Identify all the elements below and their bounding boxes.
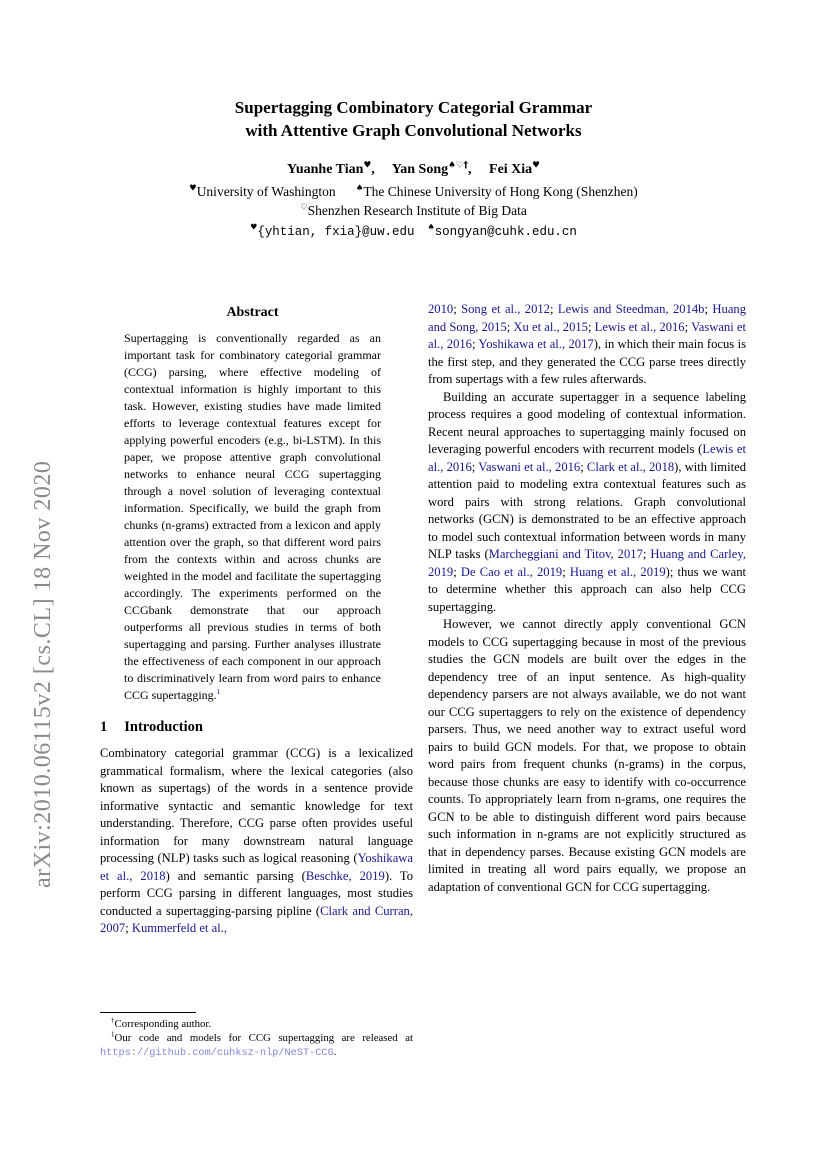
citation-link[interactable]: Kummerfeld et al., xyxy=(131,921,227,935)
text-run xyxy=(414,223,427,238)
text-run: † xyxy=(111,1016,115,1025)
text-run: Shenzhen Research Institute of Big Data xyxy=(307,203,527,218)
citation-link[interactable]: Huang and Carley, 2019 xyxy=(428,547,746,579)
affiliation-marker-icon: ♠ xyxy=(427,222,435,232)
affiliation-marker-icon: ♠♡† xyxy=(448,160,469,171)
paper-title xyxy=(0,96,827,142)
text-run: ; xyxy=(704,302,713,316)
citation-link[interactable]: Marcheggiani and Titov, 2017 xyxy=(488,547,643,561)
text-run: Supertagging is conventionally regarded as an important task for combinatory categorial grammar (CCG) parsing, where effective modeling of contextual information is highly important to this task. However, existing studies have made limited efforts to leverage contextual features except for applying powerful encoders (e.g., bi-LSTM). In this paper, we propose attentive graph convolutional networks to enhance neural CCG supertagging through a novel solution of leveraging contextual information. Specifically, we build the graph from chunks (n-grams) extracted from a lexicon and apply attention over the graph, so that different word pairs from the contexts within and across chunks are weighted in the model and facilitate the supertagging accordingly. The experiments performed on the CCGbank demonstrate that our approach outperforms all previous studies in terms of both supertagging and parsing. Further analyses illustrate the effectiveness of each component in our approach to discriminatively learn from word pairs to enhance CCG supertagging. xyxy=(124,331,381,702)
citation-link[interactable]: De Cao et al., 2019 xyxy=(460,564,563,579)
text-run: ; xyxy=(562,564,570,579)
abstract-heading: Abstract xyxy=(226,305,279,320)
emails-line xyxy=(0,223,827,239)
text-run: ) and semantic parsing ( xyxy=(165,868,306,883)
text-run: ; xyxy=(125,921,132,935)
text-run: ; xyxy=(580,459,587,474)
text-run: ; xyxy=(453,564,461,579)
affiliation-marker-icon: ♠ xyxy=(355,182,364,193)
citation-link[interactable]: Vaswani et al., 2016 xyxy=(478,459,581,474)
affiliation-line-2 xyxy=(0,203,827,219)
body-paragraph xyxy=(428,301,746,389)
left-column xyxy=(100,300,413,938)
authors-line xyxy=(0,162,827,178)
text-run: ; xyxy=(453,302,462,316)
text-run: ), with limited attention paid to modeling extra contextual features such as word pairs with strong relations. Graph convolutional networks (GCN) is demonstrated to be an effective approach to model such contextual information between words in many NLP tasks ( xyxy=(428,459,746,561)
text-run: {yhtian, fxia}@uw.edu xyxy=(257,225,415,239)
text-run: ; xyxy=(587,319,595,334)
citation-link[interactable]: Lewis and Steedman, 2014b xyxy=(557,302,705,316)
citation-link[interactable]: Yoshikawa et al., 2017 xyxy=(478,337,594,351)
text-run: Our code and models for CCG supertagging are released at xyxy=(114,1031,413,1044)
text-run: Corresponding author. xyxy=(114,1018,212,1030)
title-line-1: Supertagging Combinatory Categorial Grammar xyxy=(234,98,593,117)
citation-link[interactable]: Song et al., 2012 xyxy=(461,302,550,316)
citation-link[interactable]: Lewis et al., 2016 xyxy=(594,319,685,334)
text-run: . xyxy=(333,1045,337,1058)
text-run: However, we cannot directly apply conventional GCN models to CCG supertagging because in most of the previous studies the GCN models are built over the edges in the dependency tree of an input sentence. As high-quality dependency parsers are not always available, we do not want our CCG supertaggers to rely on the existence of dependency parsers. Thus, we need another way to extract useful word pairs to build GCN models. For that, we propose to obtain word pairs from frequent chunks (n-grams) in the corpus, because those chunks are easy to identify with co-occurrence counts. To appropriately learn from n-grams, one requires the GCN to be able to distinguish different word pairs because such information in n-grams are not explicitly structured as that in dependency parses. Because existing GCN models are limited in treating all word pairs equally, we propose an adaptation of conventional GCN for CCG supertagging. xyxy=(428,617,746,894)
text-run: Fei Xia xyxy=(489,162,533,177)
footnote-corresponding-author xyxy=(100,1018,413,1032)
text-run: University of Washington xyxy=(196,184,336,199)
text-run: ), in which their main focus is the first step, and they generated the CCG parse trees directly from supertags with a few rules afterwards. xyxy=(428,337,746,386)
intro-paragraph xyxy=(100,745,413,938)
text-run xyxy=(336,184,356,199)
affiliation-marker-icon: ♥ xyxy=(250,222,258,232)
footnote-code-release xyxy=(100,1032,413,1061)
citation-link[interactable]: 1 xyxy=(216,687,221,696)
text-run: ; xyxy=(642,547,651,561)
text-run: 1 xyxy=(111,1030,115,1039)
body-paragraph xyxy=(428,616,746,896)
text-run: , xyxy=(468,162,490,177)
citation-link[interactable]: Clark and Curran, 2007 xyxy=(100,903,413,935)
footnote-block xyxy=(100,1012,413,1060)
right-column xyxy=(428,301,746,896)
affiliation-marker-icon: ♥ xyxy=(532,160,540,171)
abstract-block xyxy=(100,300,413,704)
text-run: Yan Song xyxy=(391,162,449,177)
text-run: ; xyxy=(471,337,479,351)
citation-link[interactable]: Beschke, 2019 xyxy=(305,868,385,883)
affiliation-marker-icon: ♥ xyxy=(189,182,197,193)
text-run: ; xyxy=(684,319,692,334)
citation-link[interactable]: Xu et al., 2015 xyxy=(513,319,588,334)
text-run: ). To perform CCG parsing in different languages, most studies conducted a supertagging-parsing pipline ( xyxy=(100,868,413,918)
section-number: 1 xyxy=(100,719,108,735)
section-heading-introduction xyxy=(100,719,413,736)
text-run: ); thus we want to determine whether this approach can also help CCG supertagging. xyxy=(428,564,746,614)
repo-url-link[interactable]: https://github.com/cuhksz-nlp/NeST-CCG xyxy=(100,1046,334,1059)
paper-header xyxy=(0,0,827,239)
text-run: The Chinese University of Hong Kong (Shenzhen) xyxy=(363,184,638,199)
text-run: Yuanhe Tian xyxy=(287,162,364,177)
arxiv-watermark: arXiv:2010.06115v2 [cs.CL] 18 Nov 2020 xyxy=(30,460,56,888)
citation-link[interactable]: Huang et al., 2019 xyxy=(569,564,666,579)
citation-link[interactable]: 2010 xyxy=(428,302,454,316)
citation-link[interactable]: Yoshikawa et al., 2018 xyxy=(100,851,413,883)
citation-link[interactable]: Huang and Song, 2015 xyxy=(428,302,746,334)
text-run: , xyxy=(371,162,392,177)
citation-link[interactable]: Clark et al., 2018 xyxy=(586,459,675,474)
section-title: Introduction xyxy=(124,719,203,735)
title-line-2: with Attentive Graph Convolutional Networks xyxy=(245,121,582,140)
text-run: Building an accurate supertagger in a sequence labeling process requires a good modeling of contextual information. Recent neural approaches to supertagging mainly focused on leveraging powerful encoders with recurrent models ( xyxy=(428,389,746,456)
citation-link[interactable]: Lewis et al., 2016 xyxy=(428,442,746,474)
text-run: songyan@cuhk.edu.cn xyxy=(434,225,577,239)
footnote-rule xyxy=(100,1012,196,1013)
text-run: Combinatory categorial grammar (CCG) is a lexicalized grammatical formalism, where the lexical categories (also known as supertags) of the words in a sentence provide informative syntactic and semantic knowledge for text understanding. Therefore, CCG parse often provides useful information for many downstream natural language processing (NLP) tasks such as logical reasoning ( xyxy=(100,746,413,865)
text-run: ; xyxy=(471,459,479,474)
affiliation-marker-icon: ♥ xyxy=(363,160,372,171)
affiliation-line-1 xyxy=(0,184,827,200)
text-run: ; xyxy=(549,302,558,316)
affiliation-marker-icon: ♡ xyxy=(300,201,308,212)
text-run: ; xyxy=(506,319,514,334)
abstract-text xyxy=(124,330,381,704)
citation-link[interactable]: Vaswani et al., 2016 xyxy=(428,319,746,351)
body-paragraph xyxy=(428,389,746,617)
